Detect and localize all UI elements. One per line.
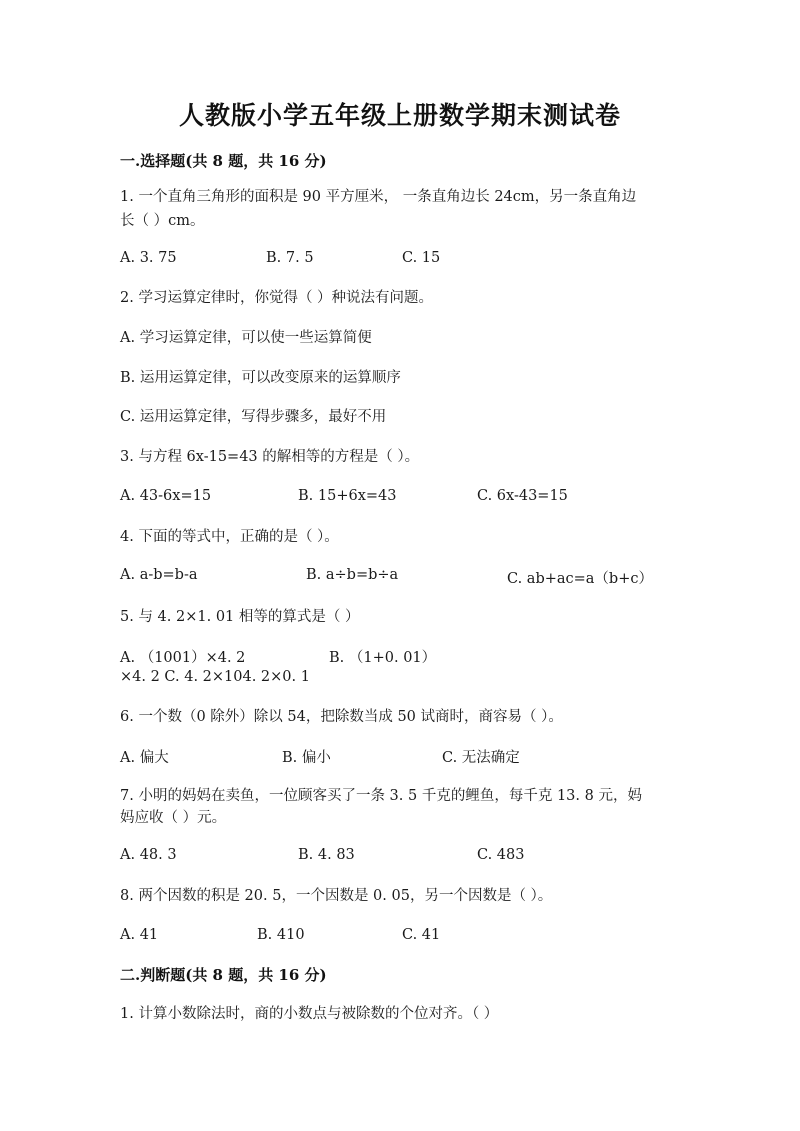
question-5-option-b: B. （1+0. 01） <box>329 650 437 666</box>
question-7-option-b: B. 4. 83 <box>298 847 355 863</box>
question-8-stem: 8. 两个因数的积是 20. 5，一个因数是 0. 05，另一个因数是（ ）。 <box>120 888 553 904</box>
question-1-line-1: 1. 一个直角三角形的面积是 90 平方厘米， 一条直角边长 24cm，另一条直角边 <box>120 189 637 205</box>
question-2-option-a: A. 学习运算定律，可以使一些运算简便 <box>120 330 372 346</box>
question-7-line-2: 妈应收（ ）元。 <box>120 810 227 826</box>
question-7-line-1: 7. 小明的妈妈在卖鱼，一位顾客买了一条 3. 5 千克的鲤鱼，每千克 13. 8 元，妈 <box>120 788 642 804</box>
page-title: 人教版小学五年级上册数学期末测试卷 <box>178 101 621 130</box>
question-8-option-a: A. 41 <box>120 927 159 943</box>
section-heading-choice: 一.选择题(共 8 题，共 16 分) <box>120 152 327 170</box>
question-8-option-b: B. 410 <box>257 927 305 943</box>
question-2-option-c: C. 运用运算定律，写得步骤多，最好不用 <box>120 409 387 425</box>
question-3-option-a: A. 43-6x=15 <box>120 488 212 504</box>
question-8-option-c: C. 41 <box>402 927 441 943</box>
question-5-stem: 5. 与 4. 2×1. 01 相等的算式是（ ） <box>120 609 360 625</box>
question-7-option-a: A. 48. 3 <box>120 847 177 863</box>
question-6-option-a: A. 偏大 <box>120 750 169 766</box>
question-1-option-a: A. 3. 75 <box>120 250 177 266</box>
question-4-option-b: B. a÷b=b÷a <box>306 567 399 583</box>
question-2-option-b: B. 运用运算定律，可以改变原来的运算顺序 <box>120 370 401 386</box>
question-5-option-a: A. （1001）×4. 2 <box>120 650 246 666</box>
question-3-stem: 3. 与方程 6x-15=43 的解相等的方程是（ ）。 <box>120 449 420 465</box>
question-3-option-c: C. 6x-43=15 <box>477 488 568 504</box>
judge-question-1-stem: 1. 计算小数除法时，商的小数点与被除数的个位对齐。（ ） <box>120 1006 499 1022</box>
question-1-option-b: B. 7. 5 <box>266 250 314 266</box>
question-4-option-c: C. ab+ac=a（b+c） <box>507 571 653 587</box>
question-6-option-c: C. 无法确定 <box>442 750 520 766</box>
question-5-options-line-2: ×4. 2 C. 4. 2×104. 2×0. 1 <box>120 669 310 685</box>
question-6-option-b: B. 偏小 <box>282 750 331 766</box>
question-1-line-2: 长（ ）cm。 <box>120 213 205 229</box>
question-2-stem: 2. 学习运算定律时，你觉得（ ）种说法有问题。 <box>120 290 434 306</box>
question-6-stem: 6. 一个数（0 除外）除以 54，把除数当成 50 试商时，商容易（ ）。 <box>120 709 563 725</box>
question-4-stem: 4. 下面的等式中，正确的是（ ）。 <box>120 529 339 545</box>
question-3-option-b: B. 15+6x=43 <box>298 488 397 504</box>
section-heading-judge: 二.判断题(共 8 题，共 16 分) <box>120 966 327 984</box>
question-4-option-a: A. a-b=b-a <box>120 567 198 583</box>
question-7-option-c: C. 483 <box>477 847 525 863</box>
question-1-option-c: C. 15 <box>402 250 441 266</box>
